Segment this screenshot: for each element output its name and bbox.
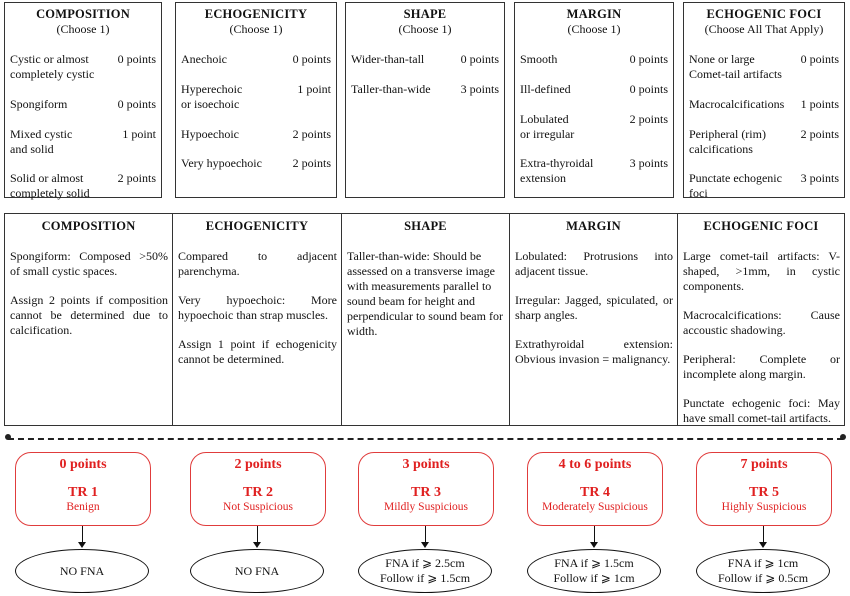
- item-points: 1 point: [122, 127, 156, 141]
- description-paragraph: Compared to adjacent parenchyma.: [178, 249, 337, 278]
- tr-description: Not Suspicious: [223, 501, 293, 513]
- item-label: Hypoechoic: [181, 127, 239, 141]
- tr-level-box: [15, 452, 151, 526]
- description-paragraph: Large comet-tail artifacts: V-shaped, >1mm, in cystic components.: [683, 249, 840, 293]
- item-label: Solid or almost completely solid: [10, 171, 90, 200]
- item-points: 0 points: [292, 52, 331, 66]
- category-subtitle: (Choose 1): [229, 22, 283, 36]
- tr-description: Highly Suspicious: [721, 501, 807, 513]
- recommendation-ellipse: [358, 549, 492, 593]
- category-item: [689, 97, 839, 112]
- category-item: [520, 82, 668, 97]
- description-title: SHAPE: [404, 219, 447, 233]
- item-label: Mixed cystic and solid: [10, 127, 73, 156]
- item-points: 3 points: [629, 156, 668, 170]
- category-box-echogenic-foci: [683, 2, 845, 198]
- category-box-echogenicity: [175, 2, 337, 198]
- description-paragraph: Punctate echogenic foci: May have small comet-tail artifacts.: [683, 396, 840, 425]
- item-label: None or large Comet-tail artifacts: [689, 52, 782, 81]
- category-item: [10, 127, 156, 157]
- dashed-divider: [8, 438, 843, 440]
- description-paragraph: Taller-than-wide: Should be assessed on a transverse image with measurements parallel to sound beam for height and perpendicular to sound beam for width.: [347, 249, 503, 338]
- arrow-head: [421, 542, 429, 548]
- description-column-echogenic-foci: [678, 214, 844, 425]
- item-label: Macrocalcifications: [689, 97, 785, 111]
- item-label: Anechoic: [181, 52, 227, 66]
- tr-description: Moderately Suspicious: [542, 501, 648, 513]
- description-paragraph: Peripheral: Complete or incomplete along margin.: [683, 352, 840, 381]
- category-item: [181, 52, 331, 67]
- item-points: 0 points: [800, 52, 839, 66]
- tr-description: Benign: [66, 501, 100, 513]
- item-label: Very hypoechoic: [181, 156, 262, 170]
- description-paragraph: Assign 1 point if echogenicity cannot be determined.: [178, 337, 337, 366]
- description-paragraph: Macrocalcifications: Cause accoustic shadowing.: [683, 308, 840, 337]
- description-body: [10, 249, 168, 352]
- description-table: [4, 213, 845, 426]
- item-label: Ill-defined: [520, 82, 571, 96]
- description-column-echogenicity: [173, 214, 342, 425]
- item-label: Extra-thyroidal extension: [520, 156, 594, 185]
- category-item: [181, 127, 331, 142]
- item-points: 0 points: [117, 52, 156, 66]
- description-body: [683, 249, 840, 440]
- tr-points: 7 points: [740, 457, 788, 472]
- category-subtitle: (Choose 1): [567, 22, 621, 36]
- recommendation-ellipse: [527, 549, 661, 593]
- recommendation-line: Follow if ⩾ 1cm: [553, 571, 635, 585]
- category-subtitle: (Choose All That Apply): [704, 22, 824, 36]
- description-column-shape: [342, 214, 510, 425]
- arrow-head: [78, 542, 86, 548]
- item-label: Smooth: [520, 52, 558, 66]
- item-points: 0 points: [629, 82, 668, 96]
- category-title: MARGIN: [566, 7, 622, 21]
- description-column-margin: [510, 214, 678, 425]
- category-subtitle: (Choose 1): [56, 22, 110, 36]
- recommendation-line: FNA if ⩾ 1cm: [727, 556, 799, 570]
- category-item: [181, 156, 331, 171]
- description-paragraph: Irregular: Jagged, spiculated, or sharp angles.: [515, 293, 673, 322]
- category-item: [181, 82, 331, 112]
- category-item: [520, 112, 668, 142]
- tr-level-box: [696, 452, 832, 526]
- item-points: 2 points: [629, 112, 668, 126]
- category-item: [10, 97, 156, 112]
- tr-name: TR 1: [68, 485, 98, 500]
- tr-points: 4 to 6 points: [558, 457, 632, 472]
- item-points: 0 points: [117, 97, 156, 111]
- tr-points: 3 points: [402, 457, 450, 472]
- category-item: [10, 171, 156, 201]
- category-item: [351, 52, 499, 67]
- item-points: 1 points: [800, 97, 839, 111]
- tr-points: 0 points: [59, 457, 107, 472]
- recommendation-line: Follow if ⩾ 1.5cm: [379, 571, 471, 585]
- category-title: SHAPE: [403, 7, 447, 21]
- category-item: [351, 82, 499, 97]
- tr-level-box: [527, 452, 663, 526]
- recommendation-line: Follow if ⩾ 0.5cm: [717, 571, 809, 585]
- item-label: Taller-than-wide: [351, 82, 431, 96]
- category-subtitle: (Choose 1): [398, 22, 452, 36]
- item-label: Wider-than-tall: [351, 52, 425, 66]
- item-label: Lobulated or irregular: [520, 112, 575, 141]
- item-points: 2 points: [800, 127, 839, 141]
- category-item: [689, 127, 839, 157]
- category-box-composition: [4, 2, 162, 198]
- description-paragraph: Assign 2 points if composition cannot be determined due to calcification.: [10, 293, 168, 337]
- item-points: 3 points: [800, 171, 839, 185]
- description-body: [515, 249, 673, 381]
- tr-name: TR 5: [749, 485, 779, 500]
- item-points: 3 points: [460, 82, 499, 96]
- item-points: 0 points: [629, 52, 668, 66]
- arrow-head: [253, 542, 261, 548]
- category-title: ECHOGENIC FOCI: [706, 7, 822, 21]
- category-item: [10, 52, 156, 82]
- recommendation-line: NO FNA: [59, 563, 105, 578]
- divider-end-dot: [840, 434, 846, 440]
- category-item: [520, 156, 668, 186]
- description-body: [178, 249, 337, 381]
- description-title: MARGIN: [566, 219, 621, 233]
- item-points: 2 points: [292, 156, 331, 170]
- recommendation-ellipse: [696, 549, 830, 593]
- category-item: [520, 52, 668, 67]
- description-column-composition: [5, 214, 173, 425]
- recommendation-ellipse: [15, 549, 149, 593]
- description-paragraph: Very hypoechoic: More hypoechoic than strap muscles.: [178, 293, 337, 322]
- arrow-head: [759, 542, 767, 548]
- item-points: 2 points: [117, 171, 156, 185]
- description-title: ECHOGENICITY: [205, 219, 309, 233]
- recommendation-line: NO FNA: [234, 563, 280, 578]
- description-title: ECHOGENIC FOCI: [703, 219, 819, 233]
- category-box-shape: [345, 2, 505, 198]
- item-points: 2 points: [292, 127, 331, 141]
- description-paragraph: Extrathyroidal extension: Obvious invasion = malignancy.: [515, 337, 673, 366]
- item-label: Spongiform: [10, 97, 68, 111]
- tr-level-box: [358, 452, 494, 526]
- tr-name: TR 4: [580, 485, 610, 500]
- description-title: COMPOSITION: [41, 219, 136, 233]
- tr-level-box: [190, 452, 326, 526]
- item-label: Cystic or almost completely cystic: [10, 52, 95, 81]
- description-paragraph: Lobulated: Protrusions into adjacent tissue.: [515, 249, 673, 278]
- tr-description: Mildly Suspicious: [383, 501, 469, 513]
- arrow-head: [590, 542, 598, 548]
- item-points: 1 point: [297, 82, 331, 96]
- recommendation-line: FNA if ⩾ 2.5cm: [385, 556, 465, 570]
- recommendation-ellipse: [190, 549, 324, 593]
- category-title: ECHOGENICITY: [204, 7, 308, 21]
- tr-name: TR 2: [243, 485, 273, 500]
- item-label: Hyperechoic or isoechoic: [181, 82, 243, 111]
- category-item: [689, 52, 839, 82]
- item-label: Peripheral (rim) calcifications: [689, 127, 766, 156]
- item-label: Punctate echogenic foci: [689, 171, 782, 200]
- description-paragraph: Spongiform: Composed >50% of small cystic spaces.: [10, 249, 168, 278]
- category-box-margin: [514, 2, 674, 198]
- tr-name: TR 3: [411, 485, 441, 500]
- category-title: COMPOSITION: [36, 7, 130, 21]
- tr-points: 2 points: [234, 457, 282, 472]
- description-body: [347, 249, 505, 353]
- category-item: [689, 171, 839, 201]
- recommendation-line: FNA if ⩾ 1.5cm: [554, 556, 634, 570]
- item-points: 0 points: [460, 52, 499, 66]
